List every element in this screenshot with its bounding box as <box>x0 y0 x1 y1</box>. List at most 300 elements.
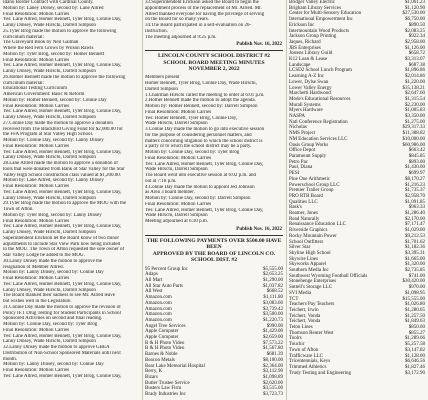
text-line: Yes: Lane Allred, Homer Bennett, Tyler Brog, Connie Day, <box>3 224 122 230</box>
heading-line: BEEN <box>206 244 222 251</box>
text-line: appointment process of the replacement of Mr. Allred. Mr. <box>145 5 262 11</box>
payee-name: Office Depot <box>289 148 316 154</box>
payment-amount: $855.27 <box>408 330 425 336</box>
payee-name: Rocky Mountain Power <box>289 233 337 239</box>
text-line: Yes: Homer Bennett, Tyler Brog, Connie Day, <box>145 115 238 121</box>
payment-amount: $5,555.00 <box>263 266 283 272</box>
payment-amount: $1,275.00 <box>405 119 425 125</box>
text-line: Motion by: Connie Day, second by: Tyler Brog <box>145 150 240 156</box>
payee-name: Touchir <box>289 342 305 348</box>
heading-line: THE FOLLOWING PAYMENTS OVER $500.00 HAVE <box>146 237 282 244</box>
payee-name: Bridger Valley Electric <box>289 0 336 5</box>
payment-amount: $1,701.62 <box>405 239 425 245</box>
text-line: in the MOU. The Town of Afton requested the sole owner of <box>3 247 125 253</box>
payee-name: Amazon.com <box>145 295 172 301</box>
text-line: as Area 3 board member. <box>145 190 195 196</box>
text-line: Yes: Lane Allred, Homer Bennett, Tyler Brog, Connie Day, <box>3 149 122 155</box>
minutes-ending-text <box>145 0 283 40</box>
text-line: received from The Blackbird Giving Fund for $2,000.00 for <box>3 126 123 132</box>
payment-amount: $1,849.63 <box>405 319 425 325</box>
text-line: 3.Connie Day made the motion to go into executive session <box>145 127 265 133</box>
payment-amount: $1,216.23 <box>405 182 425 188</box>
payment-amount: $7,573.22 <box>263 340 283 346</box>
text-line: Policy IF.1 Drug Testing for Student Participants in School <box>3 310 121 316</box>
text-line: 29.Tyler Brog made the motion to approve the MOU with the <box>3 201 127 207</box>
heading-line: APPROVED BY THE BOARD OF LINCOLN CO. <box>152 250 276 257</box>
text-line: Motion by: Laney Dorsey, second by: Lane Allred <box>3 5 104 11</box>
text-line: Instruction. <box>145 28 168 34</box>
payee-name: Natl Conference Registration <box>289 119 348 125</box>
payment-amount: $3,083.60 <box>263 300 283 306</box>
text-line: Yes: Lane Allred, Homer Bennett, Tyler Brog, Connie Day, <box>3 189 122 195</box>
payee-name: Tricentennials, Keys <box>289 359 331 365</box>
text-line: Lanny Dinsey, Wade Hirschi, Darrell Simpson <box>3 23 96 28</box>
text-line: a party or to which the school district may be a party. <box>145 144 252 150</box>
text-line: Sponsored Activities on second and final reading. <box>3 316 103 322</box>
payee-name: Busters Law Firm <box>145 386 182 392</box>
payee-name: Mode's Educational Resources <box>289 96 351 102</box>
payment-amount: $6,646.56 <box>405 359 425 365</box>
payee-name: Qualities LLC <box>289 199 318 205</box>
payee-name: Premier Trailer Group <box>289 188 334 194</box>
text-line: Final Resolution: Motion Carries <box>3 184 70 189</box>
payee-name: Silver Star <box>289 245 311 251</box>
payee-name: Butler Trustee Service <box>145 380 190 386</box>
payment-amount: $1,182.36 <box>405 245 425 251</box>
notice-heading <box>145 53 283 72</box>
text-line: Yes: Lane Allred, Homer Bennett, Tyler Brog, Connie Day, <box>3 109 122 115</box>
payment-amount: $27,530.00 <box>402 11 425 17</box>
heading-line: SCHOOL DIST. #2 <box>190 257 238 264</box>
payment-amount: $699.97 <box>408 171 425 177</box>
text-line: Lanny Dinsey, Wade Hirschi, Darrell Simpson <box>3 115 96 120</box>
payment-amount: $2,620.00 <box>263 380 283 386</box>
payment-amount: $970.00 <box>408 285 425 291</box>
payee-name: B & H Photo Video <box>145 346 185 352</box>
text-line: 27.Connie Day made the motion to approve a donation <box>3 120 113 126</box>
payee-name: Teichert, Irwin <box>289 307 319 313</box>
text-line: Lanny Dinsey, Wade Hirschi, Darrell Simpson <box>3 287 96 293</box>
text-line: 25.Tyler Brog made the motion to approve the following <box>3 28 117 34</box>
text-line: Lanny Dinsey, Wade Hirschi, Darrell Simpson <box>3 230 96 235</box>
text-line: adjustments to include Star View Park now being included <box>3 241 121 247</box>
payment-amount: $10,000.00 <box>402 136 425 142</box>
payee-name: Petro Pac <box>289 159 309 165</box>
payee-name: All West <box>145 289 163 295</box>
payee-name: Nicholas <box>289 125 307 131</box>
payee-name: PESI <box>289 171 300 177</box>
text-line: The Board thanked their sadness to see Mr. Allred leave <box>3 293 115 299</box>
payment-amount: $1,567.80 <box>263 346 283 352</box>
text-line: Final Resolution: Motion Carries <box>3 57 70 63</box>
payment-amount: $3,723.73 <box>263 392 283 398</box>
payment-amount: $3,515.00 <box>263 386 283 392</box>
text-line: Allred thanked everyone for having the privilege of serving <box>145 11 265 17</box>
payment-amount: $9,212.53 <box>405 233 425 239</box>
payee-name: Brady Industries Inc <box>145 392 186 398</box>
payment-amount: $3,112.90 <box>263 369 283 375</box>
payment-amount: $35,138.21 <box>402 85 425 91</box>
payment-amount: $658.72 <box>408 51 425 57</box>
payment-amount: $2,958.00 <box>405 39 425 45</box>
payee-name: Reamer, Jones <box>289 211 318 217</box>
text-line: Motion by: Lanny Dinsey, second by: Connie Day <box>3 270 104 276</box>
payment-amount: $2,958.70 <box>405 193 425 199</box>
middle-column <box>145 0 283 400</box>
heading-line: SCHOOL BOARD MEETING MINUTES <box>163 59 265 66</box>
text-line: 26.Homer Bennett made the motion to approve the following <box>3 74 126 80</box>
payee-name: Bizars <box>145 374 158 380</box>
column-divider <box>286 0 287 400</box>
payment-amount: $893.00 <box>408 159 425 165</box>
payment-amount: $2,735.85 <box>405 268 425 274</box>
payment-amount: $1,091.85 <box>405 199 425 205</box>
payee-name: Southwest Wyoming Football Officials <box>289 273 368 279</box>
payment-amount: $29,317.33 <box>402 125 425 131</box>
payee-name: Marchetti Hardwood <box>289 91 331 97</box>
payee-name: Learning A-Z Inc <box>289 74 324 80</box>
text-line: Homer Bennett, Tyler Brog, Connie Day, Wade Hirschi, <box>145 81 257 87</box>
payment-amount: $1,128.00 <box>405 353 425 359</box>
payments-list-continued <box>289 0 425 376</box>
payee-name: Intermountain Wood Products <box>289 28 350 34</box>
text-line: Distribution of Non-School Sponsored Materials until next <box>3 350 121 356</box>
payee-name: TCT <box>289 296 299 302</box>
payments-column-continued <box>289 0 425 400</box>
payment-amount: $850.60 <box>408 325 425 331</box>
payee-name: Paramount Supply <box>289 153 327 159</box>
text-line: Lanny Dinsey, Wade Hirschi, Darrell Simpson <box>3 195 96 201</box>
payee-name: Oasis Group Works <box>289 142 329 148</box>
text-line: matters concerning litigation to which the school district is <box>145 138 263 144</box>
payment-amount: $922.34 <box>408 34 425 40</box>
text-line: Final Resolution: Motion Carries <box>3 276 70 281</box>
payee-name: Read Naturally <box>289 216 320 222</box>
payment-amount: $1,005.83 <box>405 108 425 114</box>
text-line: The Board went into executive session at 6:02 p.m. and <box>145 173 256 179</box>
payee-name: Murali Systems <box>289 102 321 108</box>
payee-name: JBS Enterprises <box>289 45 321 51</box>
payee-name: Amazon.com <box>145 300 172 306</box>
text-line: Yes: Lane Allred, Homer Bennett, Tyler Brog, Connie Day, <box>145 161 264 167</box>
payment-row <box>289 371 425 377</box>
payment-amount: $3,350.00 <box>405 114 425 120</box>
payment-amount: $663.42 <box>408 148 425 154</box>
payee-name: School Outfitters <box>289 239 324 245</box>
text-line: tools that were donated from Bank of Star Valley for the Star <box>3 166 125 172</box>
payee-name: Jaques, Richard <box>289 39 321 45</box>
payment-amount: $1,220.00 <box>405 79 425 85</box>
text-line: Final Resolution: Motion Carries <box>3 143 70 149</box>
text-line: Motion by: Lane Allred, second by: Lanny Dinsey <box>3 178 104 184</box>
payment-amount: $3,500.00 <box>263 312 283 318</box>
payment-amount: $1,111.80 <box>263 295 283 301</box>
payment-amount: $6,750.00 <box>405 17 425 23</box>
text-line: 30.Lanny Dinsey made the motion to approve the <box>3 258 103 264</box>
text-line: Darrell Simpson <box>145 86 178 92</box>
text-line: Yes: Lane Allred, Homer Bennett, Tyler Brog, Connie Day, <box>3 281 122 287</box>
payment-amount: $1,061.23 <box>405 0 425 5</box>
payee-name: Jackson Group Printing <box>289 34 337 40</box>
payment-amount: $11,388.82 <box>402 131 425 137</box>
section-rule <box>145 50 283 51</box>
text-line: Town of Afton. <box>3 207 34 212</box>
payment-amount: $1,120.90 <box>405 5 425 11</box>
payment-amount: $8,100.00 <box>263 357 283 363</box>
text-line: Motion by: Homer Bennett, second by: Darrell Simpson <box>145 104 258 110</box>
text-line: Final Resolution: Motion Carries <box>145 109 212 115</box>
payee-name: SVI Media <box>289 290 312 296</box>
payee-name: B & H Photo Video <box>145 340 185 346</box>
publish-date-2: Publish Nov. 16, 2022 <box>236 226 282 232</box>
payee-name: All Mart <box>145 278 163 283</box>
payee-name: NASPA <box>289 114 305 120</box>
payment-amount: $2,364.00 <box>263 363 283 369</box>
payment-amount: $1,037.82 <box>263 283 283 289</box>
payee-name: Rask's <box>289 205 302 211</box>
text-line: 32.Lanny Dinsey made the motion to approve GBEA <box>3 345 110 350</box>
payee-name: Trafficware LLC <box>289 353 324 359</box>
payment-amount: $30,420.00 <box>402 279 425 285</box>
payment-amount: $668.52 <box>266 289 283 295</box>
payee-name: Teichert, Vonda <box>289 313 321 319</box>
payee-name: LCSD2 School Lunch Program <box>289 68 352 74</box>
payee-name: Adaps <box>145 272 158 278</box>
payee-name: Jostens Library Guild <box>289 51 333 57</box>
text-line: Where the Red Fern Grows by Wilson Rawls <box>3 46 94 51</box>
payment-amount: $1,430.00 <box>405 165 425 171</box>
payment-amount: $2,647.60 <box>405 91 425 97</box>
text-line: Lanny Dinsey, Wade Hirschi, Darrell Simpson <box>3 155 96 161</box>
payee-name: Skywire Lines <box>289 256 319 262</box>
payment-amount: $1,735.37 <box>405 188 425 194</box>
payee-name: Stonehenge Enterprises <box>289 279 337 285</box>
publish-date-1: Publish Nov. 16, 2022 <box>236 42 282 48</box>
payment-amount: $1,665.00 <box>405 256 425 262</box>
text-line: Final Resolution: Motion Carries <box>145 201 212 207</box>
text-line: Meeting adjourned at 6:30 p.m. <box>145 219 209 225</box>
text-line: Motion by: Lanny Dinsey, second by: Connie Day <box>3 362 104 368</box>
payee-name: Apple Computer <box>145 335 179 341</box>
payee-name: Southern Media Inc <box>289 268 329 274</box>
payee-name: Apple Computer <box>145 329 179 335</box>
column-divider <box>142 0 143 400</box>
payment-amount: $3,739.42 <box>263 306 283 312</box>
text-line: Wade Hirschi, Darrell Simpson <box>145 213 208 219</box>
payee-name: Angel Tree Services <box>145 323 186 329</box>
payment-amount: $15,555.00 <box>402 296 425 302</box>
payment-amount: $1,029.00 <box>405 228 425 234</box>
text-line: Motion by: Tyler Brog, second by: Homer Bennett <box>3 51 105 57</box>
text-line: The Graveyard Book by Neil Gaiman <box>3 40 79 46</box>
text-line: Yes: Lane Allred, Homer Bennett, Tyler Brog, Connie Day, <box>145 207 264 213</box>
payment-amount: $1,320.00 <box>405 262 425 268</box>
payment-amount: $1,280.65 <box>405 307 425 313</box>
payment-amount: $687.38 <box>408 62 425 68</box>
payment-amount: $1,290.00 <box>263 278 283 283</box>
payee-name: Lower, Dylse Swan <box>289 79 329 85</box>
payment-amount: $1,289.66 <box>405 336 425 342</box>
payment-amount: $1,286.40 <box>405 211 425 217</box>
payee-name: Skyline High School <box>289 250 331 256</box>
text-line: for the purpose of considering personnel matters, and <box>145 132 252 138</box>
payment-amount: $681.39 <box>266 352 283 358</box>
payment-amount: $1,429.00 <box>263 329 283 335</box>
text-line: 34.The Board participated in a self-evaluation on 26- <box>145 23 252 28</box>
payee-name: Teton Lines <box>289 325 313 331</box>
text-line: Motion by: Homer Bennett, second by: Connie Day <box>3 97 107 103</box>
payment-amount: $990.00 <box>266 323 283 329</box>
payment-amount: $7,171.47 <box>405 222 425 228</box>
text-line: curriculum material: <box>3 80 44 86</box>
text-line: The meeting adjourned at 9:25 p.m. <box>145 34 217 40</box>
payee-name: Suttell's Storage LLC <box>289 285 333 291</box>
payment-amount: $3,172.90 <box>405 370 425 376</box>
text-line: Final Resolution: Motion Carries <box>3 103 70 109</box>
text-line: Final Resolution: Motion Carries <box>3 218 70 224</box>
text-line: out at 7:18 p.m. <box>145 178 177 184</box>
text-line: Superintendent Erickson let the Board know of two minor <box>3 235 120 241</box>
text-line: Final Resolution: Motion Carries <box>3 327 70 333</box>
payment-amount: $2,659.00 <box>263 335 283 341</box>
payment-amount: $1,827.46 <box>405 365 425 370</box>
text-line: Valley High School construction class valued at $1,200.00. <box>3 172 122 178</box>
payment-amount: $1,220.73 <box>263 317 283 323</box>
payee-name: Lower Valley Energy <box>289 85 332 91</box>
heading-line: NOVEMBER 2, 2022 <box>188 66 240 73</box>
payee-name: 95 Percent Group Inc <box>145 266 188 272</box>
payment-amount: $845.85 <box>408 153 425 159</box>
payment-amount: $3,147.82 <box>405 347 425 353</box>
payee-name: Amazon.com <box>145 306 172 312</box>
text-line: but wishes well in the Legislature. <box>3 299 72 304</box>
text-line: 31.Connie Day made the motion to approve the revision of <box>3 304 121 310</box>
payee-name: NM Education Services LLC <box>289 136 348 142</box>
text-line: Yes: Lane Allred, Homer Bennett, Tyler Brog, Connie Day, <box>3 63 122 69</box>
text-line: 28.Lane Allred made the motion to approve a donation of <box>3 161 118 166</box>
payee-name: All Star Auto Parts <box>145 283 183 289</box>
payments-list <box>145 267 283 398</box>
text-line: Idaho Border Contract with Cardinal County. <box>3 0 94 5</box>
payee-name: Brigham Library Services <box>289 5 341 11</box>
payment-amount: $1,098.89 <box>263 374 283 380</box>
payment-amount: $2,083.25 <box>405 28 425 34</box>
payment-amount: $1,896.86 <box>405 68 425 74</box>
payment-row <box>145 392 283 398</box>
text-line: Motion by: Tyler Brog, second by: Lanny Dinsey <box>3 212 102 218</box>
text-line: month. <box>3 356 18 362</box>
payment-amount: $3,313.07 <box>405 57 425 63</box>
text-line: Lanny Dinsey, Wade Hirschi, Darrell Simpson <box>3 69 96 74</box>
payment-amount: $963.33 <box>408 205 425 211</box>
payee-name: Powerschool Group LLC <box>289 182 340 188</box>
text-line: Final Resolution: Motion Carries <box>3 11 70 17</box>
text-line: the FFA Program at Star Valley High School. <box>3 132 94 138</box>
payee-name: PRO RTR Board <box>289 193 323 199</box>
payee-name: Toolrs <box>289 336 302 342</box>
payee-name: Paul, Diana <box>289 165 313 171</box>
payment-amount: $2,170.00 <box>405 216 425 222</box>
heading-line: LINCOLN COUNTY SCHOOL DISTRICT #2 <box>158 53 270 60</box>
payment-amount: $890.50 <box>408 22 425 28</box>
payment-amount: $8,170.27 <box>405 176 425 182</box>
payee-name: Amazon.com <box>145 312 172 318</box>
payee-name: NMS Project <box>289 131 316 137</box>
text-line: 4.Connie Day made the motion to appoint Jed Johnson <box>145 184 255 190</box>
payee-name: Trimmed Athletics <box>289 365 327 370</box>
text-line: curriculum material: <box>3 34 44 40</box>
payment-amount: $3,395.31 <box>405 250 425 256</box>
payee-name: Renaissance Education LLC <box>289 222 346 228</box>
payments-heading <box>145 238 283 264</box>
text-line: Educational Testing Curriculum <box>3 86 67 92</box>
text-line: Motion by: Connie Day, second by: Darrell Simpson <box>145 196 251 202</box>
minutes-column-continued <box>3 0 139 400</box>
payee-name: Pine One Arithmetic <box>289 176 331 182</box>
payment-amount: $741.00 <box>408 273 425 279</box>
text-line: on the Board for so many years. <box>145 17 210 23</box>
text-line: Members present <box>145 75 180 81</box>
payee-name: Beacon Metals <box>145 357 175 363</box>
payment-amount: $1,098.95 <box>405 290 425 296</box>
text-line: Final Resolution: Motion Carries <box>145 155 212 161</box>
text-line: Yes: Lane Allred, Homer Bennett, Tyler Brog, Connie Day, <box>3 373 122 379</box>
payment-amount: $5,257.58 <box>405 342 425 348</box>
payee-name: Myers Hardware <box>289 108 323 114</box>
payee-name: Erickson Inc <box>289 22 315 28</box>
text-line: resignation of Member Allred. <box>3 264 64 270</box>
payee-name: K12 Loan & Lease <box>289 57 328 63</box>
text-line: Final Resolution: Motion Carries <box>3 368 70 373</box>
payee-name: Landscape <box>289 62 311 68</box>
text-line: Star Valley Lodge be added to the MOU. <box>3 253 85 258</box>
text-line: American Government: Basic & Reform <box>3 92 85 97</box>
payee-name: Amazon.com <box>145 317 172 323</box>
minutes-text <box>3 0 139 380</box>
payment-amount: $2,230.00 <box>405 102 425 108</box>
payment-amount: $1,257.50 <box>405 313 425 319</box>
payee-name: Bear Lake Memorial Hospital <box>145 363 205 369</box>
payee-name: Barnes & Noble <box>145 352 178 358</box>
payee-name: Trudy Testing and Engineering <box>289 370 352 376</box>
payee-name: Skyworks Apparel <box>289 262 327 268</box>
payee-name: Teachers Pay Teachers <box>289 302 335 308</box>
text-line: Yes: Lane Allred, Homer Bennett, Tyler Brog, Connie Day, <box>3 17 122 23</box>
payment-amount: $60,986.00 <box>402 142 425 148</box>
payee-name: Thomson Reuter West <box>289 330 334 336</box>
notice-text <box>145 75 283 225</box>
payee-name: Town of Afton <box>289 347 319 353</box>
payment-amount: $1,315.54 <box>405 96 425 102</box>
text-line: Lanny Dinsey, Wade Hirschi, Darrell Simpson <box>3 339 96 345</box>
payment-amount: $2,653.25 <box>263 272 283 278</box>
payment-amount: $1,126.00 <box>405 45 425 51</box>
payee-name: Center for Multi-Sensory Education <box>289 11 362 17</box>
text-line: Wade Hirschi, Darrell Simpson <box>145 121 208 127</box>
text-line: Motion by: Connie Day, second by: Tyler Brog <box>3 322 98 327</box>
payee-name: Teichert, Vonda <box>289 319 321 325</box>
text-line: 2.Homer Bennett made the motion to adopt the agenda. <box>145 98 256 104</box>
payee-name: Berry, K <box>145 369 163 375</box>
payee-name: Riverside Graphics <box>289 228 328 234</box>
payment-amount: $1,026.80 <box>405 302 425 308</box>
section-rule <box>145 235 283 236</box>
text-line: 1.Chairman Hirschi called the meeting to order at 6:01 p.m. <box>145 92 265 98</box>
text-line: Yes: Lane Allred, Homer Bennett, Tyler Brog, Connie Day, <box>3 333 122 339</box>
payment-amount: $2,014.86 <box>405 74 425 80</box>
payee-name: International Empowerment Inc <box>289 17 353 23</box>
text-line: 33.Superintendent Erickson asked the Board to begin the <box>145 0 259 5</box>
